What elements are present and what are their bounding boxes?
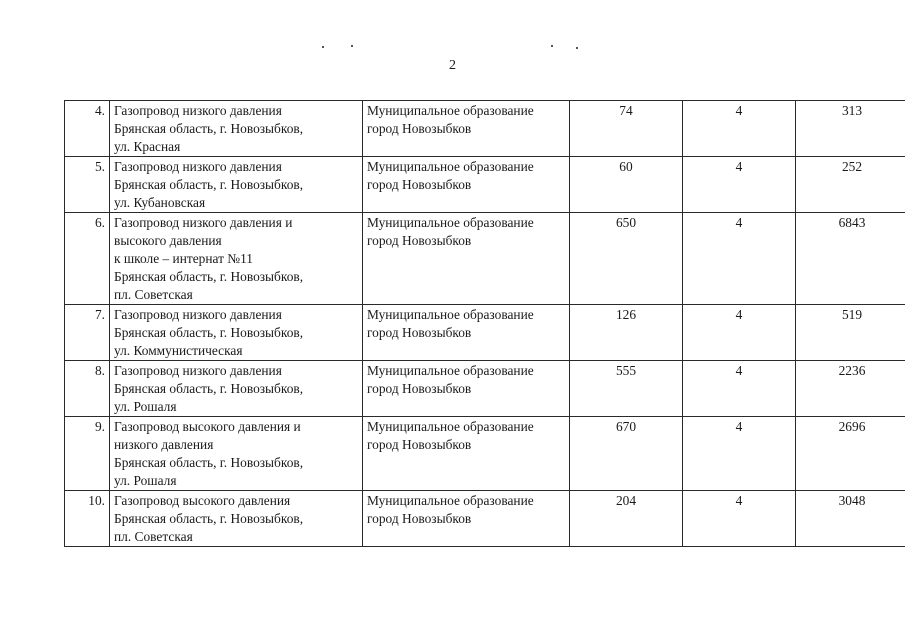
table-row xyxy=(65,213,905,305)
object-name-cell-line: ул. Рошаля xyxy=(114,399,177,414)
value-cell: 519 xyxy=(796,305,905,361)
owner-cell-line: город Новозыбков xyxy=(367,437,472,452)
length-cell: 670 xyxy=(570,417,683,491)
category-cell: 4 xyxy=(683,213,796,305)
owner-cell-line: Муниципальное образование xyxy=(367,159,534,174)
owner-cell-line: Муниципальное образование xyxy=(367,307,534,322)
object-name-cell-line: Брянская область, г. Новозыбков, xyxy=(114,269,304,284)
object-name-cell-line: к школе – интернат №11 xyxy=(114,251,253,266)
page-number: 2 xyxy=(449,58,456,73)
object-name-cell-line: Газопровод низкого давления xyxy=(114,307,282,322)
category-cell: 4 xyxy=(683,305,796,361)
row-number-cell: 10. xyxy=(65,491,110,547)
length-cell: 60 xyxy=(570,157,683,213)
value-cell: 313 xyxy=(796,101,905,157)
owner-cell xyxy=(363,305,570,361)
category-cell: 4 xyxy=(683,157,796,213)
length-cell: 126 xyxy=(570,305,683,361)
row-number-cell: 6. xyxy=(65,213,110,305)
value-cell: 3048 xyxy=(796,491,905,547)
owner-cell-line: Муниципальное образование xyxy=(367,419,534,434)
object-name-cell-line: низкого давления xyxy=(114,437,214,452)
owner-cell-line: город Новозыбков xyxy=(367,325,472,340)
scan-dot xyxy=(322,46,324,48)
category-cell: 4 xyxy=(683,417,796,491)
object-name-cell xyxy=(110,101,363,157)
owner-cell-line: город Новозыбков xyxy=(367,511,472,526)
object-name-cell-line: Брянская область, г. Новозыбков, xyxy=(114,121,304,136)
table-row xyxy=(65,305,905,361)
scan-dot xyxy=(576,47,578,49)
object-name-cell-line: Брянская область, г. Новозыбков, xyxy=(114,455,304,470)
row-number-cell: 7. xyxy=(65,305,110,361)
owner-cell-line: город Новозыбков xyxy=(367,121,472,136)
pipeline-table xyxy=(64,100,905,547)
owner-cell-line: город Новозыбков xyxy=(367,177,472,192)
owner-cell-line: город Новозыбков xyxy=(367,233,472,248)
object-name-cell-line: Брянская область, г. Новозыбков, xyxy=(114,325,304,340)
owner-cell xyxy=(363,213,570,305)
value-cell: 2236 xyxy=(796,361,905,417)
scan-dot xyxy=(551,45,553,47)
owner-cell xyxy=(363,101,570,157)
object-name-cell xyxy=(110,361,363,417)
object-name-cell xyxy=(110,213,363,305)
object-name-cell-line: Брянская область, г. Новозыбков, xyxy=(114,511,304,526)
object-name-cell-line: Газопровод низкого давления xyxy=(114,363,282,378)
owner-cell-line: город Новозыбков xyxy=(367,381,472,396)
value-cell: 2696 xyxy=(796,417,905,491)
object-name-cell-line: Газопровод низкого давления xyxy=(114,103,282,118)
owner-cell xyxy=(363,491,570,547)
object-name-cell-line: Газопровод высокого давления и xyxy=(114,419,301,434)
length-cell: 555 xyxy=(570,361,683,417)
owner-cell-line: Муниципальное образование xyxy=(367,215,534,230)
length-cell: 650 xyxy=(570,213,683,305)
object-name-cell xyxy=(110,157,363,213)
table-row xyxy=(65,361,905,417)
object-name-cell-line: ул. Кубановская xyxy=(114,195,206,210)
object-name-cell-line: пл. Советская xyxy=(114,529,193,544)
table-body xyxy=(65,101,905,547)
category-cell: 4 xyxy=(683,361,796,417)
owner-cell-line: Муниципальное образование xyxy=(367,493,534,508)
category-cell: 4 xyxy=(683,101,796,157)
owner-cell-line: Муниципальное образование xyxy=(367,363,534,378)
scan-artifacts xyxy=(0,44,905,52)
object-name-cell-line: Брянская область, г. Новозыбков, xyxy=(114,381,304,396)
owner-cell-line: Муниципальное образование xyxy=(367,103,534,118)
object-name-cell-line: ул. Коммунистическая xyxy=(114,343,243,358)
owner-cell xyxy=(363,157,570,213)
length-cell: 204 xyxy=(570,491,683,547)
object-name-cell xyxy=(110,491,363,547)
row-number-cell: 9. xyxy=(65,417,110,491)
object-name-cell xyxy=(110,417,363,491)
object-name-cell-line: Газопровод высокого давления xyxy=(114,493,291,508)
table-row xyxy=(65,101,905,157)
object-name-cell-line: пл. Советская xyxy=(114,287,193,302)
table-row xyxy=(65,491,905,547)
table-row xyxy=(65,157,905,213)
object-name-cell-line: Брянская область, г. Новозыбков, xyxy=(114,177,304,192)
object-name-cell-line: высокого давления xyxy=(114,233,222,248)
object-name-cell-line: Газопровод низкого давления xyxy=(114,159,282,174)
row-number-cell: 4. xyxy=(65,101,110,157)
category-cell: 4 xyxy=(683,491,796,547)
owner-cell xyxy=(363,417,570,491)
scan-dot xyxy=(351,45,353,47)
object-name-cell-line: ул. Красная xyxy=(114,139,181,154)
row-number-cell: 8. xyxy=(65,361,110,417)
value-cell: 6843 xyxy=(796,213,905,305)
owner-cell xyxy=(363,361,570,417)
row-number-cell: 5. xyxy=(65,157,110,213)
object-name-cell-line: Газопровод низкого давления и xyxy=(114,215,293,230)
length-cell: 74 xyxy=(570,101,683,157)
table-row xyxy=(65,417,905,491)
value-cell: 252 xyxy=(796,157,905,213)
object-name-cell xyxy=(110,305,363,361)
object-name-cell-line: ул. Рошаля xyxy=(114,473,177,488)
